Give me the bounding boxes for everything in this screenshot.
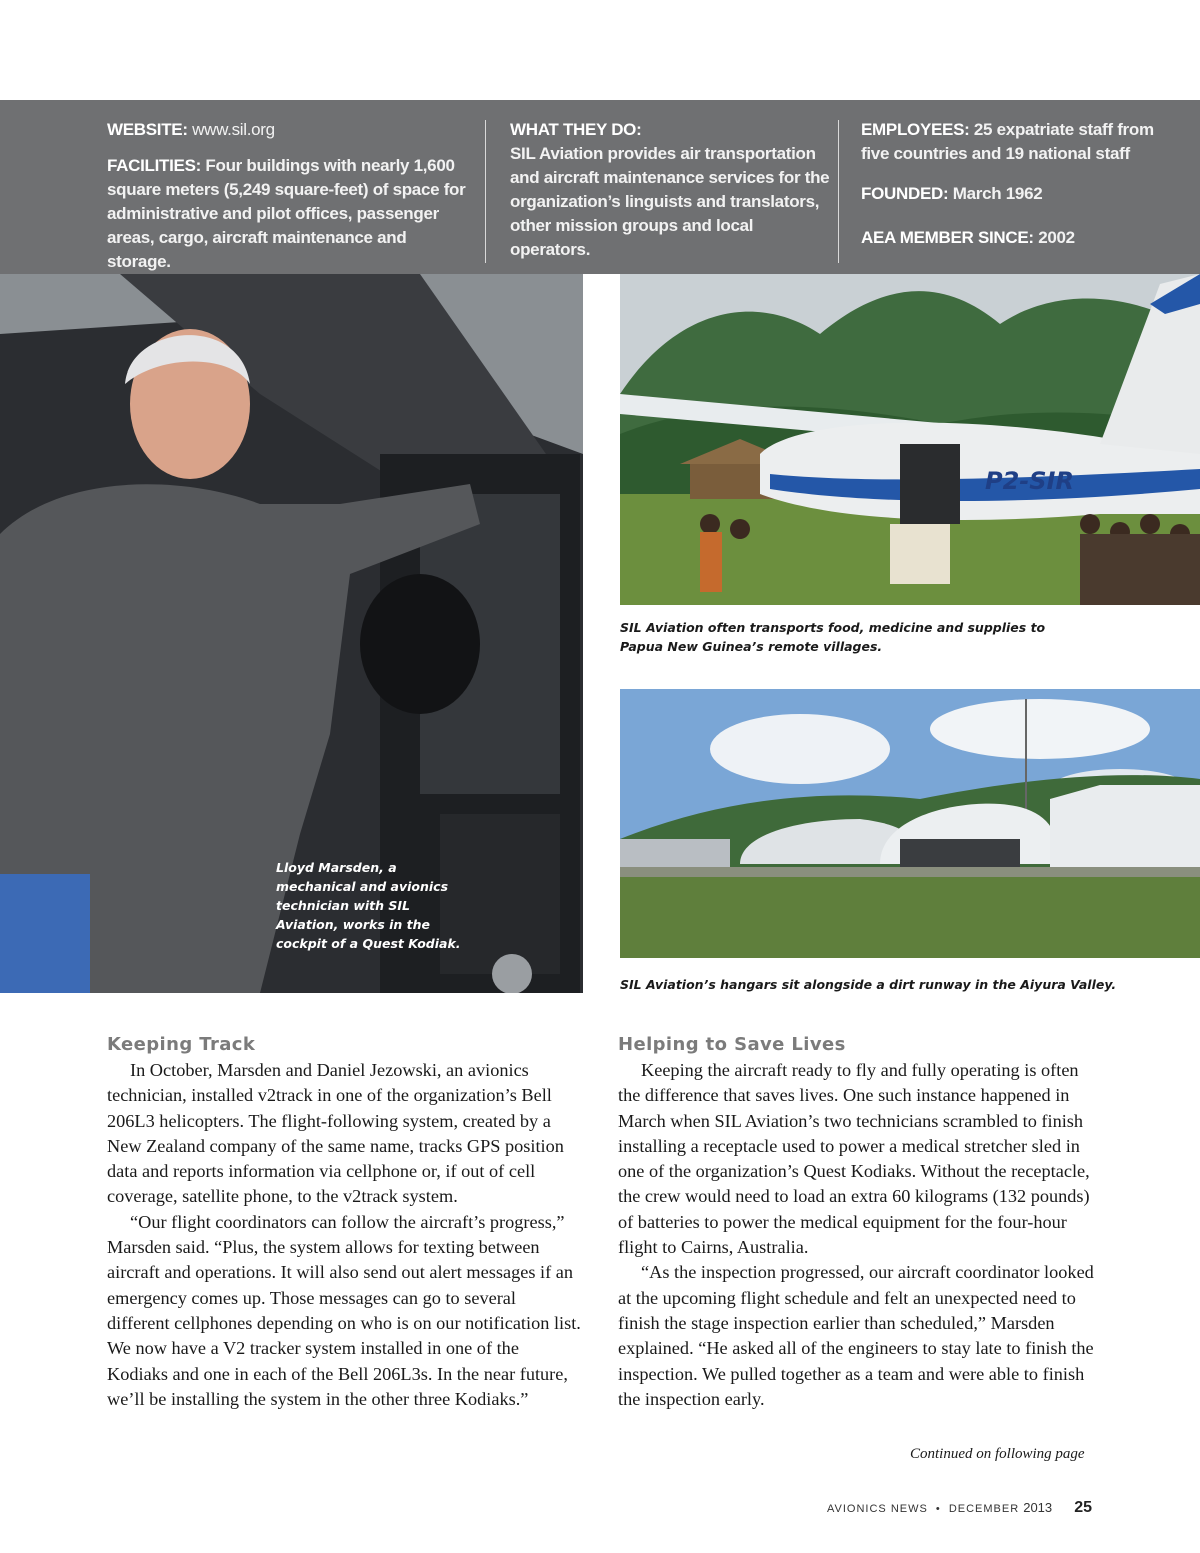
founded-label: FOUNDED:: [861, 184, 949, 203]
article-saving-lives: [618, 1058, 1096, 1412]
publication-name: AVIONICS NEWS: [827, 1503, 928, 1515]
aea-label: AEA MEMBER SINCE:: [861, 228, 1034, 247]
plane-registration: P2-SIR: [985, 467, 1074, 495]
facilities-value: Four buildings with nearly 1,600 square meters (5,249 square-feet) of space for administrative and pilot offices, passenger areas, cargo, aircraft maintenance and storage.: [107, 156, 466, 271]
article-heading-keeping-track: Keeping Track: [107, 1034, 256, 1055]
info-column-2: [510, 118, 830, 262]
page-footer: [827, 1499, 1092, 1517]
plane-photo: [620, 274, 1200, 605]
info-bar: [0, 100, 1200, 274]
hangar-caption: SIL Aviation’s hangars sit alongside a dirt runway in the Aiyura Valley.: [620, 977, 1117, 992]
article-paragraph: Keeping the aircraft ready to fly and fully operating is often the difference that saves lives. One such instance happened in March when SIL Aviation’s two technicians scrambled to finish installing a receptacle used to power a medical stretcher sled in one of the organization’s Quest Kodiaks. Without the receptacle, the crew would need to load an extra 60 kilograms (132 pounds) of batteries to power the medical equipment for the four-hour flight to Cairns, Australia.: [618, 1060, 1090, 1258]
hangar-photo: [620, 689, 1200, 958]
article-paragraph: “Our flight coordinators can follow the aircraft’s progress,” Marsden said. “Plus, the system allows for texting between aircraft and operations. It will also send out alert messages if an emergency comes up. Those messages can go to several different cellphones depending on who is on our notification list. We now have a V2 tracker system installed in one of the Kodiaks and one in each of the Bell 206L3s. In the near future, we’ll be installing the system in the other three Kodiaks.”: [107, 1211, 581, 1409]
info-divider: [485, 120, 486, 263]
info-column-1: [107, 118, 467, 274]
employees-label: EMPLOYEES:: [861, 120, 970, 139]
cockpit-caption: Lloyd Marsden, a mechanical and avionics technician with SIL Aviation, works in the cockpit of a Quest Kodiak.: [276, 860, 461, 951]
continued-note: Continued on following page: [910, 1446, 1085, 1462]
article-paragraph: In October, Marsden and Daniel Jezowski, an avionics technician, installed v2track in one of the organization’s Bell 206L3 helicopters. The flight-following system, created by a New Zealand company of the same name, tracks GPS position data and reports information via cellphone or, if out of cell coverage, satellite phone, to the v2track system.: [107, 1060, 564, 1207]
info-column-3: [861, 118, 1181, 250]
website-value: www.sil.org: [192, 120, 275, 139]
website-label: WEBSITE:: [107, 120, 188, 139]
footer-bullet: •: [935, 1503, 941, 1515]
facilities-label: FACILITIES:: [107, 156, 201, 175]
employees-value: 25 expatriate staff from five countries and 19 national staff: [861, 120, 1154, 163]
aea-line: [861, 226, 1181, 250]
aea-value: 2002: [1038, 228, 1075, 247]
page-number: 25: [1074, 1499, 1092, 1516]
founded-line: [861, 182, 1181, 206]
what-label: WHAT THEY DO:: [510, 120, 642, 139]
article-keeping-track: [107, 1058, 581, 1412]
founded-value: March 1962: [952, 184, 1043, 203]
issue-month: DECEMBER: [948, 1503, 1020, 1515]
issue-year: 2013: [1023, 1500, 1053, 1515]
facilities-line: [107, 154, 467, 274]
employees-line: [861, 118, 1181, 166]
website-line: [107, 118, 467, 142]
article-heading-saving-lives: Helping to Save Lives: [618, 1034, 846, 1055]
article-paragraph: “As the inspection progressed, our aircraft coordinator looked at the upcoming flight schedule and felt an unexpected need to finish the stage inspection earlier than scheduled,” Marsden explained. “He asked all of the engineers to stay late to finish the inspection. We pulled together as a team and were able to finish the inspection early.: [618, 1262, 1094, 1409]
what-value: SIL Aviation provides air transportation and aircraft maintenance services for the organization’s linguists and translators, other mission groups and local operators.: [510, 144, 830, 259]
plane-caption: SIL Aviation often transports food, medicine and supplies to Papua New Guinea’s remote villages.: [620, 620, 1046, 654]
info-divider: [838, 120, 839, 263]
